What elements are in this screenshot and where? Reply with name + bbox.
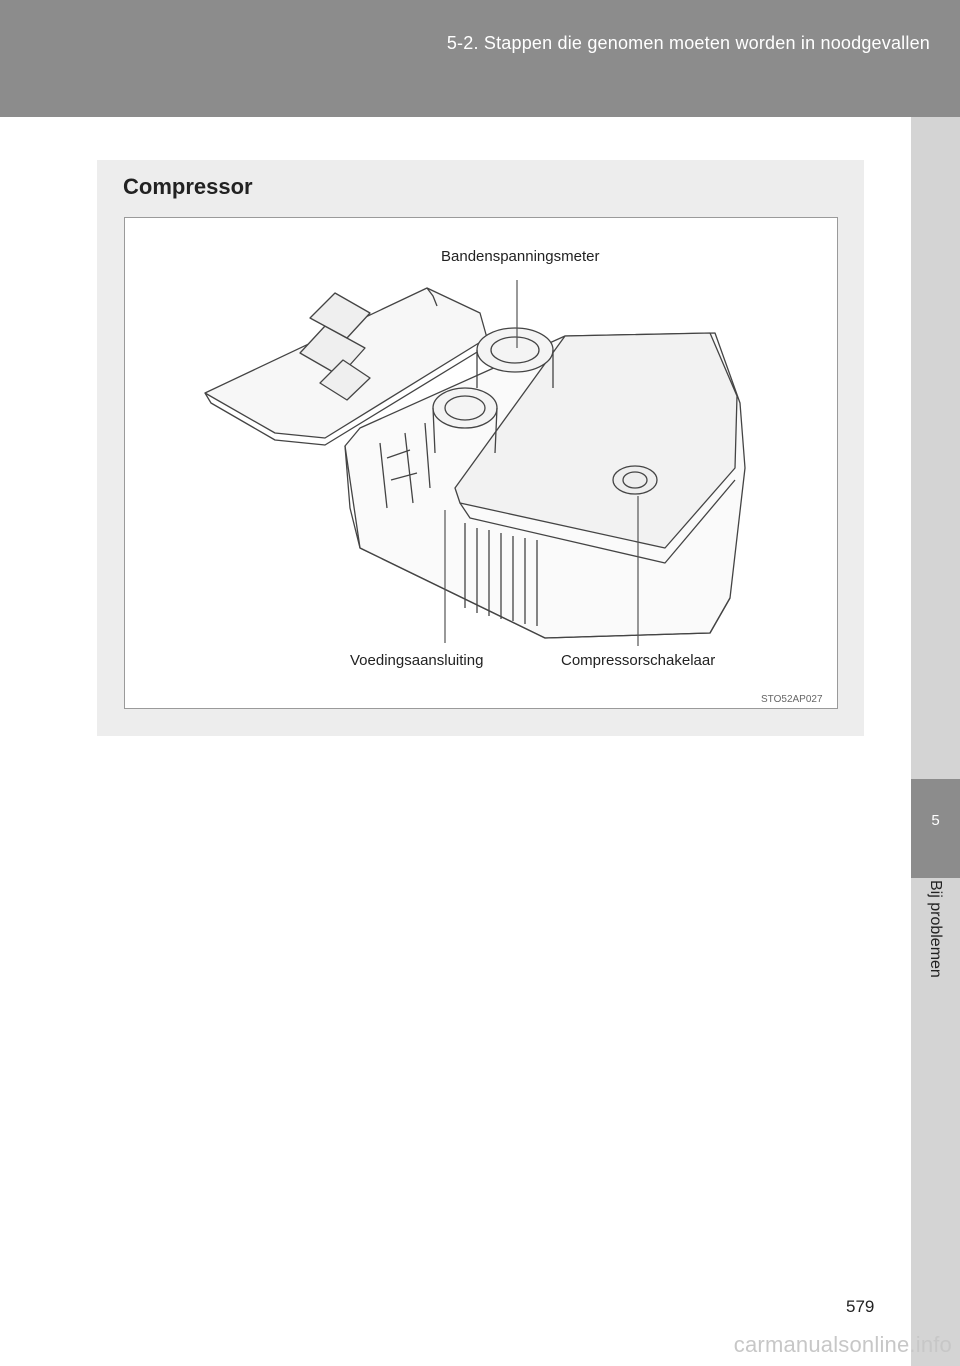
watermark-text: carmanualsonline.info (733, 1332, 952, 1357)
compressor-figure (124, 217, 838, 709)
chapter-number: 5 (931, 812, 940, 829)
section-title: Compressor (123, 174, 253, 199)
compressor-switch-label: Compressorschakelaar (561, 652, 716, 669)
figure-code: STO52AP027 (761, 694, 823, 705)
page-header-title: 5-2. Stappen die genomen moeten worden in noodgevallen (446, 33, 930, 53)
chapter-label: Bij problemen (927, 880, 944, 978)
page-number: 579 (846, 1297, 875, 1316)
gauge-label: Bandenspanningsmeter (441, 248, 600, 265)
side-tab (911, 117, 960, 1366)
power-connection-label: Voedingsaansluiting (350, 652, 484, 669)
header-band (0, 0, 960, 117)
compressor-illustration (125, 218, 837, 708)
